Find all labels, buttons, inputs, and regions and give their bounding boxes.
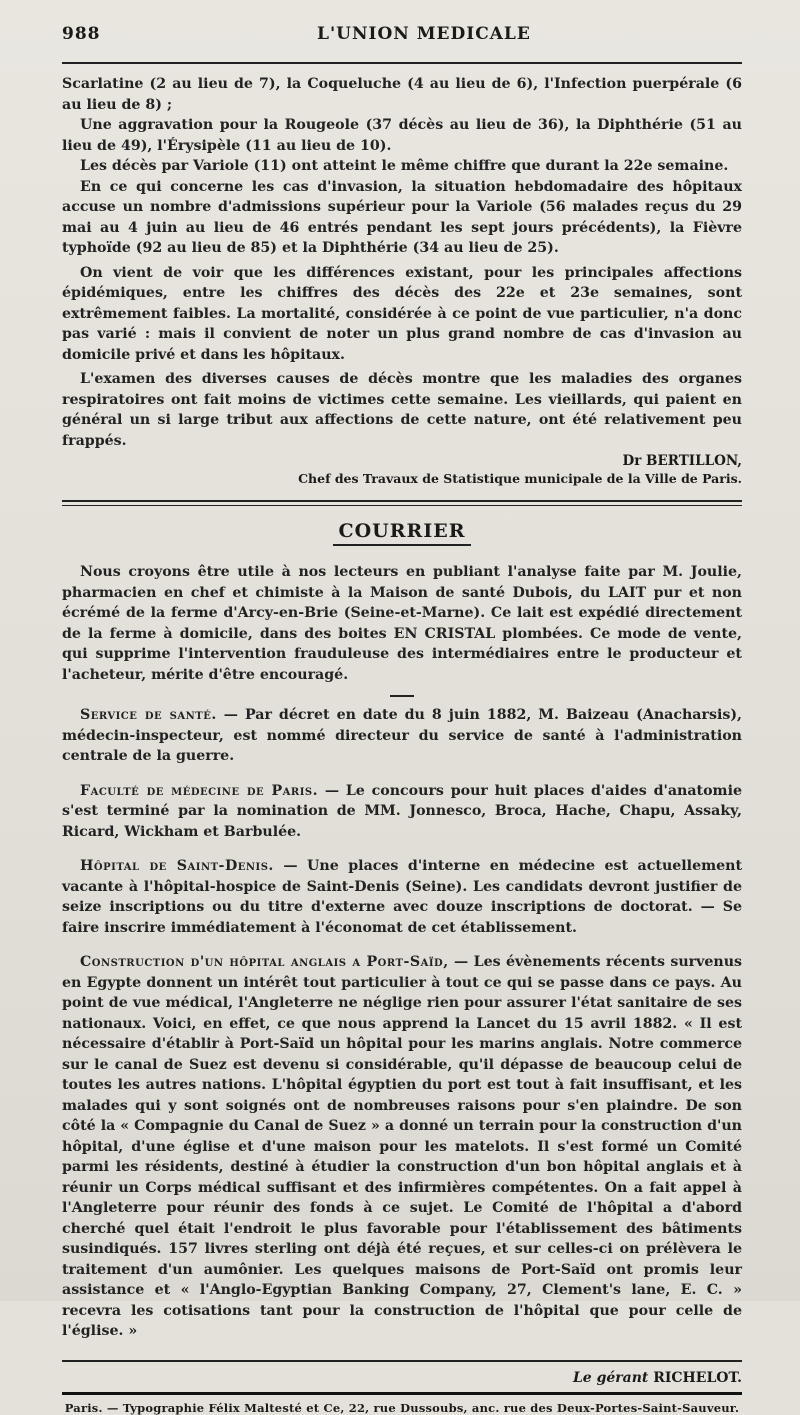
page-number: 988 (62, 24, 101, 44)
courrier-heading (62, 520, 742, 542)
signature-title: Chef des Travaux de Statistique municipale de la Ville de Paris. (298, 471, 742, 486)
news-hopital-saint-denis (62, 856, 742, 938)
running-head (62, 18, 742, 48)
imprint-rule (62, 1392, 742, 1395)
stats-paragraph-5: On vient de voir que les différences existant, pour les principales affections épidémiques, entre les chiffres des décès des 22e et 23e semaines, sont extrêmement faibles. La mortalité, considérée à ce point de vue particulier, n'a donc pas varié : mais il convient de noter un plus grand nombre de cas d'invasion au domicile privé et dans les hôpitaux. (62, 264, 742, 363)
gerant-signature (62, 1370, 742, 1386)
stats-paragraph-3: Les décès par Variole (11) ont atteint le même chiffre que durant la 22e semaine. (80, 158, 729, 174)
gerant-name: RICHELOT. (653, 1369, 742, 1386)
courrier-title: COURRIER (333, 520, 472, 546)
signature-name: Dr BERTILLON, (622, 453, 742, 469)
news-port-said (62, 952, 742, 1342)
journal-title: L'UNION MEDICALE (317, 24, 531, 44)
gerant-label: Le gérant (572, 1369, 649, 1386)
footer-rule (62, 1360, 742, 1362)
stats-paragraph-1: Scarlatine (2 au lieu de 7), la Coqueluche (4 au lieu de 6), l'Infection puerpérale (6 au lieu de 8) ; (62, 76, 742, 113)
news-body: — Par décret en date du 8 juin 1882, M. Baizeau (Anacharsis), médecin-inspecteur, est nommé directeur du service de santé à l'administration centrale de la guerre. (62, 707, 742, 764)
stats-paragraph-2: Une aggravation pour la Rougeole (37 décès au lieu de 36), la Diphthérie (51 au lieu de 49), l'Érysipèle (11 au lieu de 10). (62, 117, 742, 154)
header-rule (62, 62, 742, 64)
courrier-intro: Nous croyons être utile à nos lecteurs en publiant l'analyse faite par M. Joulie, pharmacien en chef et chimiste à la Maison de santé Dubois, du LAIT pur et non écrémé de la ferme d'Arcy-en-Brie (Seine-et-Marne). Ce lait est expédié directement de la ferme à domicile, dans des boites EN CRISTAL plombées. Ce mode de vente, qui supprime l'intervention frauduleuse des intermédiaires entre le producteur et l'acheteur, mérite d'être encouragé. (62, 564, 742, 683)
printer-imprint: Paris. — Typographie Félix Maltesté et Ce, 22, rue Dussoubs, anc. rue des Deux-Portes-Saint-Sauveur. (64, 1400, 740, 1415)
news-service-de-sante (62, 705, 742, 767)
news-body: — Une places d'interne en médecine est actuellement vacante à l'hôpital-hospice de Saint-Denis (Seine). Les candidats devront justifier de seize inscriptions ou du titre d'externe avec douze inscriptions de doctorat. — Se faire inscrire immédiatement à l'économat de cet établissement. (62, 858, 742, 936)
news-head: Hôpital de Saint-Denis. (80, 858, 274, 874)
news-head: Faculté de médecine de Paris. (80, 782, 319, 799)
news-body: — Les évènements récents survenus en Egypte donnent un intérêt tout particulier à tout ce qui se passe dans ce pays. Au point de vue médical, l'Angleterre ne néglige rien pour assurer l'état sanitaire de ses nationaux. Voici, en effet, ce que nous apprend la Lancet du 15 avril 1882. « Il est nécessaire d'établir à Port-Saïd un hôpital pour les marins anglais. Notre commerce sur le canal de Suez est devenu si considérable, qu'il dépasse de beaucoup celui de toutes les autres nations. L'hôpital égyptien du port est tout à fait insuffisant, et les malades qui y sont soignés ont de nombreuses raisons pour s'en plaindre. De son côté la « Compagnie du Canal de Suez » a donné un terrain pour la construction d'un hôpital, d'une église et d'une maison pour les matelots. Il s'est formé un Comité parmi les résidents, destiné à étudier la construction d'un bon hôpital anglais et à réunir un Corps médical suffisant et des infirmières compétentes. On a fait appel à l'Angleterre pour réunir des fonds à ce sujet. Le Comité de l'hôpital a d'abord cherché quel était l'endroit le plus favorable pour l'établissement des bâtiments susindiqués. 157 livres sterling ont déjà été reçues, et sur celles-ci on prélèvera le traitement d'un aumônier. Les quelques maisons de Port-Saïd ont promis leur assistance et « l'Anglo-Egyptian Banking Company, 27, Clement's lane, E. C. » recevra les cotisations tant pour la construction de l'hôpital que pour celle de l'église. » (62, 954, 742, 1339)
section-divider (62, 500, 742, 506)
news-body: — Le concours pour huit places d'aides d'anatomie s'est terminé par la nomination de MM. Jonnesco, Broca, Hache, Chapu, Assaky, Ricard, Wickham et Barbulée. (62, 782, 742, 840)
stats-paragraph-6: L'examen des diverses causes de décès montre que les maladies des organes respiratoires ont fait moins de victimes cette semaine. Les vieillards, qui paient en général un si large tribut aux affections de cette nature, ont été relativement peu frappés. (62, 371, 742, 449)
stats-paragraph-4: En ce qui concerne les cas d'invasion, la situation hebdomadaire des hôpitaux accuse un nombre d'admissions supérieur pour la Variole (56 malades reçus du 29 mai au 4 juin au lieu de 46 entrés pendant les sept jours précédents), la Fièvre typhoïde (92 au lieu de 85) et la Diphthérie (34 au lieu de 25). (62, 178, 742, 256)
news-faculte (62, 781, 742, 843)
news-head: Service de santé. (80, 707, 217, 723)
news-head: Construction d'un hôpital anglais a Port-Saïd, (80, 954, 449, 970)
short-divider (390, 695, 414, 697)
